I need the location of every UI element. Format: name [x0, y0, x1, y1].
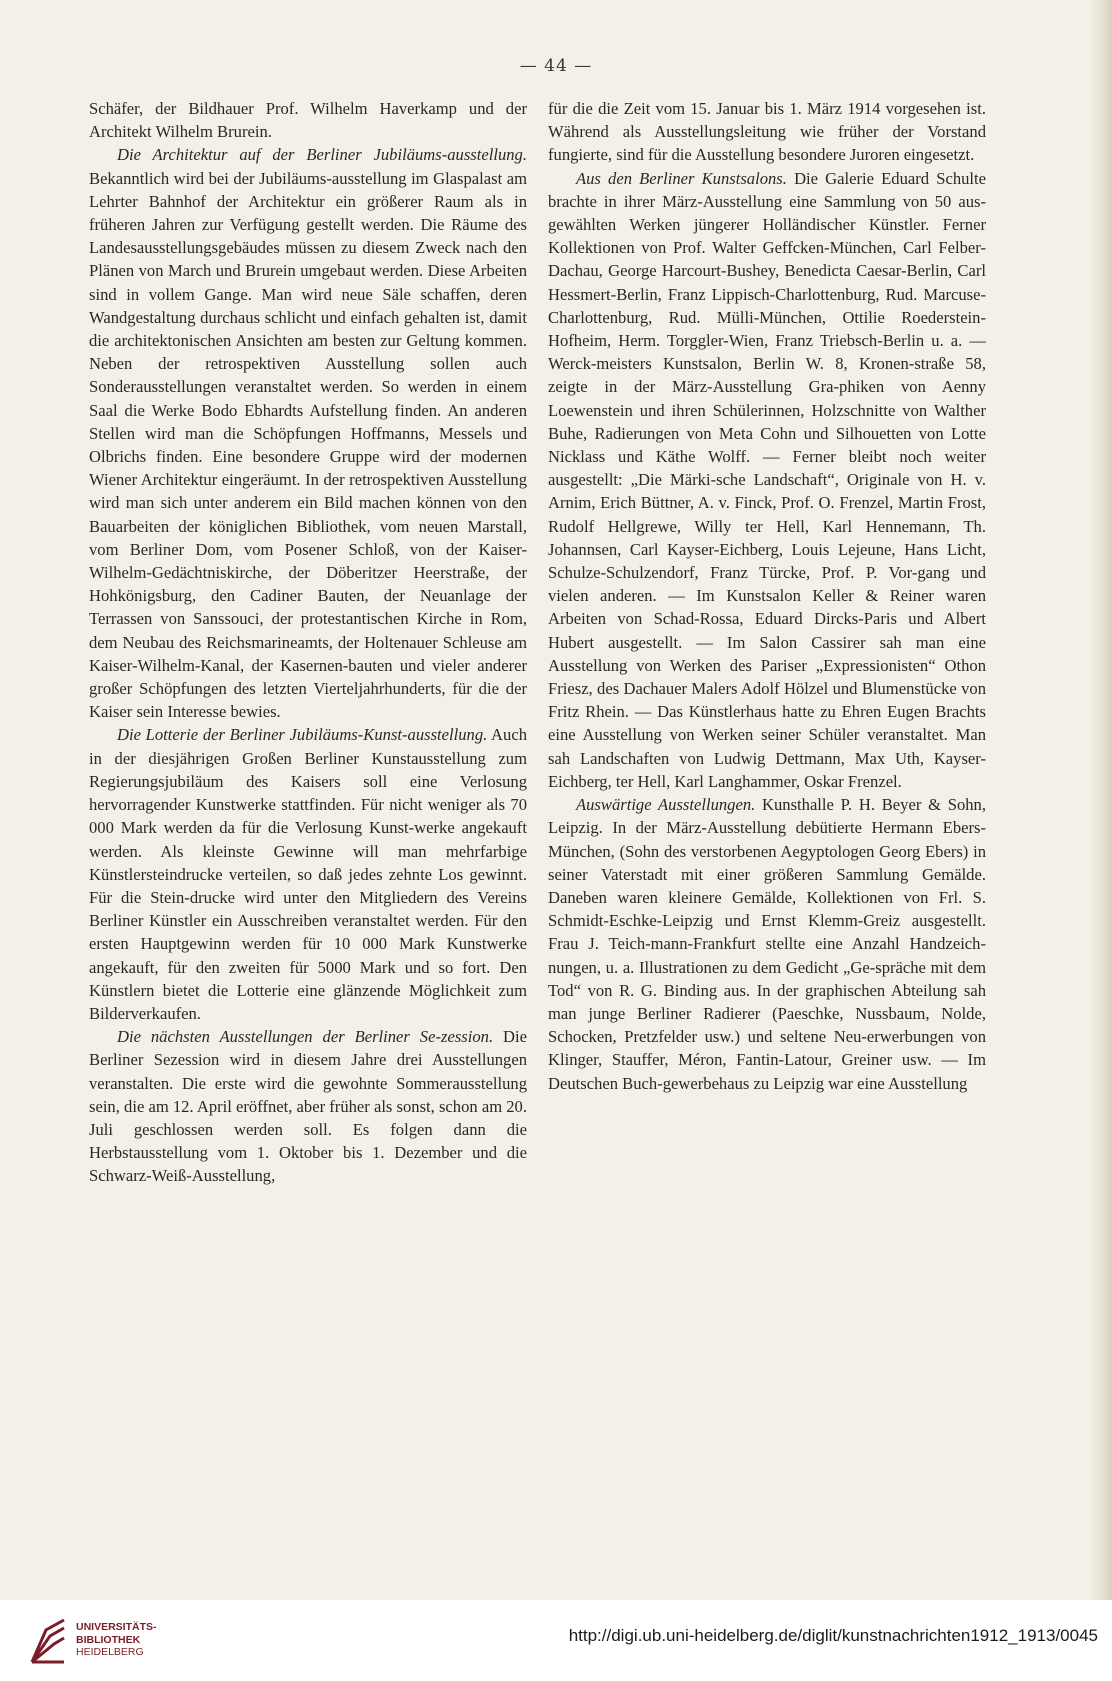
paragraph-text: Die Galerie Eduard Schulte brachte in ihrer März-Ausstellung eine Sammlung von 50 aus-gewählten Werken jüngerer Holländischer Künstler. Ferner Kollektionen von Prof. Walter Geffcken-München, Carl Felber-Dachau, George Harcourt-Bushey, Benedicta Caesar-Berlin, Carl Hessmert-Berlin, Franz Lippisch-Charlottenburg, Rud. Marcuse-Charlottenburg, Rud. Mülli-München, Ottilie Roederstein-Hofheim, Herm. Torggler-Wien, Franz Triebsch-Berlin u. a. — Werck-meisters Kunstsalon, Berlin W. 8, Kronen-straße 58, zeigte in der März-Ausstellung Gra-phiken von Aenny Loewenstein und ihren Schülerinnen, Holzschnitte von Walther Buhe, Radierungen von Meta Cohn und Silhouetten von Lotte Nicklass und Käthe Wolff. — Ferner bleibt noch weiter ausgestellt: „Die Märki-sche Landschaft“, Originale von H. v. Arnim, Erich Büttner, A. v. Finck, Prof. O. Frenzel, Martin Frost, Rudolf Hellgrewe, Willy ter Hell, Karl Hennemann, Th. Johannsen, Carl Kayser-Eichberg, Louis Lejeune, Hans Licht, Schulze-Schulzendorf, Franz Türcke, Prof. P. Vor-gang und vielen anderen. — Im Kunstsalon Keller & Reiner waren Arbeiten von Schad-Rossa, Eduard Dircks-Paris und Albert Hubert ausgestellt. — Im Salon Cassirer sah man eine Ausstellung von Werken des Pariser „Expressionisten“ Othon Friesz, des Dachauer Malers Adolf Hölzel und Blumenstücke von Fritz Rhein. — Das Künstlerhaus hatte zu Ehren Eugen Brachts eine Ausstellung von Werken seiner Schüler veranstaltet. Man sah Landschaften von Ludwig Dettmann, Max Uth, Kayser-Eichberg, ter Hell, Karl Langhammer, Oskar Frenzel. [548, 168, 986, 791]
section-heading: Die Architektur auf der Berliner Jubiläums-ausstellung. [117, 145, 527, 165]
paragraph-text: Kunsthalle P. H. Beyer & Sohn, Leipzig. In der März-Ausstellung debütierte Hermann Ebers-München, (Sohn des verstorbenen Aegyptologen Georg Ebers) in seiner Vaterstadt mit einer größeren Sammlung Gemälde. Daneben waren kleinere Gemälde, Kollektionen von Frl. S. Schmidt-Eschke-Leipzig und Ernst Klemm-Greiz ausgestellt. Frau J. Teich-mann-Frankfurt stellte eine Anzahl Handzeich-nungen, u. a. Illustrationen zu dem Gedicht „Ge-spräche mit dem Tod“ von R. G. Binding aus. In der graphischen Abteilung sah man junge Berliner Radierer (Paeschke, Nussbaum, Nolde, Schocken, Pretzfelder usw.) und seltene Neu-erwerbungen von Klinger, Stauffer, Méron, Fantin-Latour, Greiner usw. — Im Deutschen Buch-gewerbehaus zu Leipzig war eine Ausstellung [548, 795, 986, 1093]
paragraph [89, 143, 527, 723]
paragraph-text: Bekanntlich wird bei der Jubiläums-ausstellung im Glaspalast am Lehrter Bahnhof der Architektur ein größerer Raum als in früheren Jahren zur Verfügung gestellt werden. Die Räume des Landesausstellungsgebäudes müssen zu diesem Zweck nach den Plänen von March und Brurein umgebaut werden. Diese Arbeiten sind in vollem Gange. Man wird neue Säle schaffen, deren Wandgestaltung durchaus schlicht und einfach gehalten ist, damit die architektonischen Ansichten am besten zur Geltung kommen. Neben der retrospektiven Ausstellung sollen auch Sonderausstellungen veranstaltet werden. So werden in einem Saal die Werke Bodo Ebhardts Aufstellung finden. An anderen Stellen wird man die Schöpfungen Hoffmanns, Messels und Olbrichs finden. Eine besondere Gruppe wird der modernen Wiener Architektur eingeräumt. In der retrospektiven Ausstellung wird man sich unter anderem ein Bild machen können von den Bauarbeiten der königlichen Bibliothek, vom neuen Marstall, vom Berliner Dom, vom Posener Schloß, von der Kaiser-Wilhelm-Gedächtniskirche, der Döberitzer Heerstraße, der Hohkönigsburg, den Cadiner Bauten, der Neuanlage der Terrassen von Sanssouci, der protestantischen Kirche in Rom, dem Neubau des Reichsmarineamts, der Holtenauer Schleuse am Kaiser-Wilhelm-Kanal, der Kasernen-bauten und vieler anderer großer Schöpfungen des letzten Vierteljahrhunderts, für die der Kaiser sein Interesse bewies. [89, 168, 527, 722]
source-url-link[interactable]: http://digi.ub.uni-heidelberg.de/diglit/kunstnachrichten1912_1913/0045 [568, 1626, 1098, 1645]
library-logo-text: UNIVERSITÄTS- BIBLIOTHEK HEIDELBERG [76, 1621, 157, 1658]
section-heading: Auswärtige Ausstellungen. [576, 795, 756, 815]
paragraph-text: Die Berliner Sezession wird in diesem Jahre drei Ausstellungen veranstalten. Die erste wird die gewohnte Sommerausstellung sein, die am 12. April eröffnet, aber früher als sonst, schon am 20. Juli geschlossen werden soll. Es folgen dann die Herbstausstellung vom 1. Oktober bis 1. Dezember und die Schwarz-Weiß-Ausstellung, [89, 1027, 527, 1186]
section-heading: Aus den Berliner Kunstsalons. [576, 168, 787, 188]
footer-bar [0, 1600, 1112, 1681]
left-column [89, 97, 527, 1188]
section-heading: Die Lotterie der Berliner Jubiläums-Kunst-ausstellung. [117, 725, 488, 745]
paragraph [89, 1025, 527, 1187]
paragraph [89, 723, 527, 1025]
page-edge-shadow [1090, 0, 1112, 1600]
library-logo-icon [28, 1616, 68, 1666]
page-number: — 44 — [519, 56, 593, 76]
paragraph-text: Auch in der diesjährigen Großen Berliner Kunstausstellung zum Regierungsjubiläum des Kaisers soll eine Verlosung hervorragender Kunstwerke stattfinden. Für nicht weniger als 70 000 Mark werden da für die Verlosung Kunst-werke angekauft werden. Als kleinste Gewinne will man mehrfarbige Künstlersteindrucke verteilen, so daß jedes zehnte Los gewinnt. Für die Stein-drucke wird unter den Mitgliedern des Vereins Berliner Künstler ein Ausschreiben veranstaltet werden. Für den ersten Hauptgewinn werden für 10 000 Mark Kunstwerke angekauft, für den zweiten für 5000 Mark und so fort. Den Künstlern bietet die Lotterie eine glänzende Möglichkeit zum Bilderverkaufen. [89, 725, 527, 1023]
paragraph [548, 167, 986, 793]
paragraph [548, 793, 986, 1095]
section-heading: Die nächsten Ausstellungen der Berliner Se-zession. [117, 1027, 494, 1047]
right-column [548, 97, 986, 1095]
paragraph: für die die Zeit vom 15. Januar bis 1. März 1914 vorgesehen ist. Während als Ausstellungsleitung wie früher der Vorstand fungierte, sind für die Ausstellung besondere Juroren eingesetzt. [548, 99, 986, 165]
paragraph: Schäfer, der Bildhauer Prof. Wilhelm Haverkamp und der Architekt Wilhelm Brurein. [89, 99, 527, 142]
